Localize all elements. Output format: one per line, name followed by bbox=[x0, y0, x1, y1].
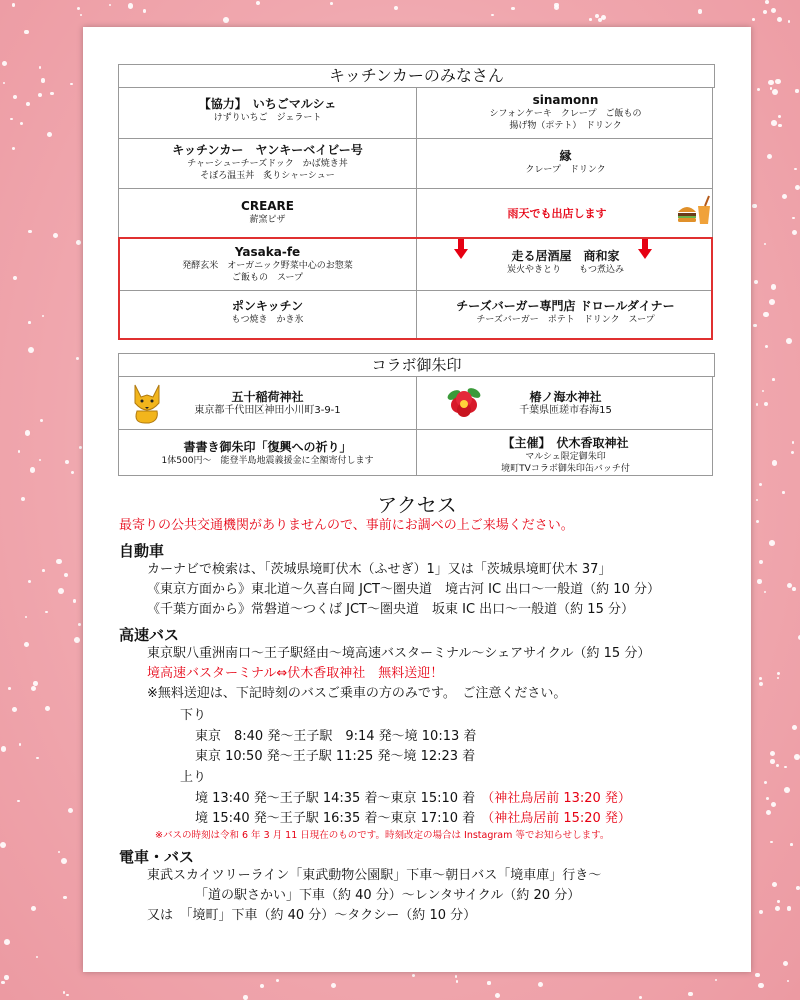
snow-dot bbox=[796, 886, 800, 890]
snow-dot bbox=[787, 980, 789, 982]
snow-dot bbox=[24, 30, 28, 34]
snow-dot bbox=[765, 345, 768, 348]
snow-dot bbox=[80, 14, 82, 16]
snow-dot bbox=[792, 217, 795, 220]
snow-dot bbox=[143, 9, 147, 13]
snow-dot bbox=[495, 993, 500, 998]
snow-dot bbox=[759, 682, 764, 687]
snow-dot bbox=[795, 185, 800, 190]
snow-dot bbox=[755, 973, 759, 977]
snow-dot bbox=[73, 599, 77, 603]
snow-dot bbox=[764, 402, 768, 406]
collab-table bbox=[118, 376, 713, 476]
vendor-ichigo-marche: 【協力】 いちごマルシェ けずりいちご ジェラート bbox=[198, 97, 337, 123]
snow-dot bbox=[47, 132, 52, 137]
snow-dot bbox=[759, 677, 762, 680]
snow-dot bbox=[12, 147, 15, 150]
bus-shuttle-note: ※無料送迎は、下記時刻のバスご乗車の方のみです。 ご注意ください。 bbox=[147, 686, 567, 701]
up-timetable: 境 13:40 発～王子駅 14:35 着～東京 15:10 着 （神社鳥居前 13:20 発） bbox=[195, 791, 631, 806]
snow-dot bbox=[18, 450, 20, 452]
snow-dot bbox=[30, 467, 36, 473]
snow-dot bbox=[25, 430, 31, 436]
snow-dot bbox=[772, 378, 775, 381]
footnote: ※バスの時刻は令和 6 年 3 月 11 日現在のものです。時刻改定の場合は Instagram 等でお知らせします。 bbox=[155, 830, 610, 841]
goshuin-fukko: 書書き御朱印「復興への祈り」 1体500円～ 能登半島地震義援金に全額寄付します bbox=[161, 440, 374, 466]
snow-dot bbox=[330, 2, 333, 5]
snow-dot bbox=[759, 483, 762, 486]
snow-dot bbox=[794, 168, 797, 171]
snow-dot bbox=[79, 446, 82, 449]
snow-dot bbox=[4, 939, 10, 945]
snow-dot bbox=[45, 706, 50, 711]
vendor-yasaka-fe: Yasaka-fe 発酵玄米 オーガニック野菜中心のお惣菜 ご飯もの スープ bbox=[182, 245, 353, 283]
snow-dot bbox=[759, 910, 763, 914]
snow-dot bbox=[58, 851, 60, 853]
up-timetable: 境 15:40 発～王子駅 16:35 着～東京 17:10 着 （神社鳥居前 15:20 発） bbox=[195, 811, 631, 826]
snow-dot bbox=[3, 82, 5, 84]
snow-dot bbox=[20, 122, 23, 125]
shrine-isoinari: 五十稲荷神社 東京都千代田区神田小川町3-9-1 bbox=[194, 390, 341, 416]
snow-dot bbox=[256, 1, 260, 5]
snow-dot bbox=[771, 120, 777, 126]
snow-dot bbox=[42, 315, 44, 317]
snow-dot bbox=[778, 124, 782, 128]
snow-dot bbox=[58, 588, 64, 594]
snow-dot bbox=[39, 66, 41, 68]
snow-dot bbox=[38, 93, 42, 97]
snow-dot bbox=[770, 759, 775, 764]
vendor-en: 縁 クレープ ドリンク bbox=[525, 149, 606, 175]
snow-dot bbox=[31, 906, 36, 911]
snow-dot bbox=[66, 994, 68, 996]
kitchen-table bbox=[118, 87, 713, 340]
snow-dot bbox=[13, 95, 17, 99]
snow-dot bbox=[56, 559, 61, 564]
snow-dot bbox=[776, 764, 779, 767]
snow-dot bbox=[769, 299, 775, 305]
snow-dot bbox=[31, 686, 36, 691]
snow-dot bbox=[25, 616, 27, 618]
kitchen-header: キッチンカーのみなさん bbox=[118, 64, 715, 88]
down-timetable: 東京 8:40 発～王子駅 9:14 発～境 10:13 着 bbox=[195, 729, 477, 744]
access-title: アクセス bbox=[377, 493, 457, 517]
snow-dot bbox=[771, 8, 776, 13]
snow-dot bbox=[78, 623, 81, 626]
snow-dot bbox=[772, 882, 777, 887]
vendor-droll-diner: チーズバーガー専門店 ドロールダイナー チーズバーガー ポテト ドリンク スープ bbox=[456, 299, 675, 325]
snow-dot bbox=[792, 587, 796, 591]
snow-dot bbox=[777, 672, 780, 675]
train-heading: 電車・バス bbox=[119, 848, 195, 866]
snow-dot bbox=[39, 459, 41, 461]
snow-dot bbox=[795, 89, 798, 92]
snow-dot bbox=[70, 83, 72, 85]
snow-dot bbox=[412, 974, 416, 978]
snow-dot bbox=[772, 460, 777, 465]
snow-dot bbox=[766, 797, 769, 800]
snow-dot bbox=[688, 992, 693, 997]
snow-dot bbox=[68, 808, 73, 813]
snow-dot bbox=[28, 347, 34, 353]
snow-dot bbox=[589, 18, 592, 21]
snow-dot bbox=[28, 321, 31, 324]
snow-dot bbox=[787, 583, 792, 588]
snow-dot bbox=[2, 61, 7, 66]
snow-dot bbox=[40, 419, 43, 422]
snow-dot bbox=[538, 982, 543, 987]
snow-dot bbox=[76, 240, 81, 245]
snow-dot bbox=[639, 996, 642, 999]
snow-dot bbox=[792, 441, 794, 443]
snow-dot bbox=[74, 637, 80, 643]
up-label: 上り bbox=[180, 770, 207, 785]
snow-dot bbox=[792, 725, 797, 730]
train-line: 東武スカイツリーライン「東武動物公園駅」下車～朝日バス「境車庫」行き～ bbox=[147, 868, 602, 883]
snow-dot bbox=[766, 810, 771, 815]
snow-dot bbox=[511, 7, 514, 10]
down-label: 下り bbox=[180, 708, 207, 723]
snow-dot bbox=[769, 540, 775, 546]
snow-dot bbox=[777, 900, 779, 902]
snow-dot bbox=[17, 800, 20, 803]
snow-dot bbox=[26, 102, 30, 106]
snow-dot bbox=[1, 981, 4, 984]
snow-dot bbox=[763, 312, 769, 318]
snow-dot bbox=[771, 284, 776, 289]
snow-dot bbox=[8, 687, 11, 690]
snow-dot bbox=[28, 230, 31, 233]
snow-dot bbox=[784, 766, 786, 768]
snow-dot bbox=[790, 843, 793, 846]
snow-dot bbox=[758, 983, 764, 989]
vendor-yankee-baby: キッチンカー ヤンキーベイビー号 チャーシューチーズドック かば焼き丼 そぼろ温玉丼 炙りシャーシュー bbox=[172, 143, 363, 181]
snow-dot bbox=[4, 975, 9, 980]
vendor-pon-kitchen: ポンキッチン もつ焼き かき氷 bbox=[231, 299, 304, 325]
car-line: 《東京方面から》東北道～久喜白岡 JCT～圏央道 境古河 IC 出口～一般道（約 10 分） bbox=[147, 582, 660, 597]
snow-dot bbox=[36, 956, 39, 959]
snow-dot bbox=[794, 754, 800, 760]
snow-dot bbox=[792, 230, 797, 235]
snow-dot bbox=[61, 858, 67, 864]
car-line: カーナビで検索は、「茨城県境町伏木（ふせぎ）1」又は「茨城県境町伏木 37」 bbox=[147, 562, 612, 577]
snow-dot bbox=[791, 451, 795, 455]
collab-header: コラボ御朱印 bbox=[118, 353, 715, 377]
snow-dot bbox=[128, 3, 133, 8]
snow-dot bbox=[770, 841, 772, 843]
snow-dot bbox=[784, 787, 790, 793]
snow-dot bbox=[13, 276, 17, 280]
snow-dot bbox=[36, 757, 38, 759]
snow-dot bbox=[772, 89, 778, 95]
shrine-tsubakinoumi: 椿ノ海水神社 千葉県匝瑳市春海15 bbox=[519, 390, 612, 416]
bus-route: 東京駅八重洲南口～王子駅経由～境高速バスターミナル～シェアサイクル（約 15 分） bbox=[147, 646, 651, 661]
snow-dot bbox=[19, 743, 22, 746]
snow-dot bbox=[759, 560, 763, 564]
snow-dot bbox=[50, 92, 54, 96]
snow-dot bbox=[12, 707, 17, 712]
snow-dot bbox=[782, 491, 784, 493]
snow-dot bbox=[109, 4, 111, 6]
snow-dot bbox=[76, 357, 80, 361]
snow-dot bbox=[276, 979, 279, 982]
snow-dot bbox=[786, 338, 792, 344]
snow-dot bbox=[770, 751, 775, 756]
snow-dot bbox=[21, 497, 25, 501]
snow-dot bbox=[487, 981, 490, 984]
snow-dot bbox=[757, 88, 760, 91]
snow-dot bbox=[0, 842, 6, 848]
burger-drink-icon bbox=[674, 194, 714, 230]
snow-dot bbox=[756, 499, 759, 502]
snow-dot bbox=[757, 579, 762, 584]
car-heading: 自動車 bbox=[119, 542, 165, 560]
down-timetable: 東京 10:50 発～王子駅 11:25 発～境 12:23 着 bbox=[195, 749, 476, 764]
snow-dot bbox=[394, 6, 399, 11]
snow-dot bbox=[764, 243, 767, 246]
snow-dot bbox=[756, 520, 759, 523]
train-line: 「道の駅さかい」下車（約 40 分）～レンタサイクル（約 20 分） bbox=[195, 888, 581, 903]
snow-dot bbox=[456, 980, 459, 983]
snow-dot bbox=[53, 233, 58, 238]
flyer-sheet bbox=[83, 27, 751, 972]
snow-dot bbox=[777, 677, 779, 679]
snow-dot bbox=[41, 78, 45, 82]
snow-dot bbox=[331, 983, 336, 988]
snow-dot bbox=[752, 204, 756, 208]
snow-dot bbox=[71, 471, 74, 474]
snow-dot bbox=[42, 569, 45, 572]
rain-notice: 雨天でも出店します bbox=[507, 207, 607, 220]
snow-dot bbox=[33, 681, 38, 686]
vendor-showaya: 走る居酒屋 商和家 炭火やきとり もつ煮込み bbox=[506, 249, 624, 275]
access-notice: 最寄りの公共交通機関がありませんので、事前にお調べの上ご来場ください。 bbox=[119, 518, 574, 533]
snow-dot bbox=[771, 802, 776, 807]
snow-dot bbox=[768, 80, 774, 86]
snow-dot bbox=[753, 324, 756, 327]
car-line: 《千葉方面から》常磐道～つくば JCT～圏央道 坂東 IC 出口～一般道（約 15 分） bbox=[147, 602, 634, 617]
snow-dot bbox=[756, 403, 758, 405]
snow-dot bbox=[28, 580, 31, 583]
snow-dot bbox=[65, 460, 69, 464]
snow-dot bbox=[762, 390, 764, 392]
snow-dot bbox=[764, 781, 767, 784]
snow-dot bbox=[77, 7, 80, 10]
snow-dot bbox=[754, 280, 758, 284]
snow-dot bbox=[63, 991, 65, 993]
snow-dot bbox=[764, 591, 766, 593]
vendor-creare: CREARE 薪窯ピザ bbox=[241, 199, 294, 225]
snow-dot bbox=[223, 17, 229, 23]
snow-dot bbox=[1, 746, 6, 751]
snow-dot bbox=[24, 642, 29, 647]
bus-free-shuttle: 境高速バスターミナル⇔伏木香取神社 無料送迎！ bbox=[147, 666, 444, 681]
shrine-fusegi-katori: 【主催】 伏木香取神社 マルシェ限定御朱印 境町TVコラボ御朱印缶バッチ付 bbox=[501, 436, 630, 474]
snow-dot bbox=[752, 18, 755, 21]
snow-dot bbox=[787, 906, 792, 911]
snow-dot bbox=[778, 115, 781, 118]
snow-dot bbox=[775, 906, 780, 911]
snow-dot bbox=[491, 14, 493, 16]
snow-dot bbox=[260, 984, 264, 988]
snow-dot bbox=[12, 3, 15, 6]
snow-dot bbox=[715, 979, 718, 982]
snow-dot bbox=[595, 14, 599, 18]
snow-dot bbox=[783, 961, 788, 966]
bus-heading: 高速バス bbox=[119, 626, 180, 644]
snow-dot bbox=[45, 611, 47, 613]
snow-dot bbox=[770, 87, 773, 90]
snow-dot bbox=[763, 10, 767, 14]
snow-dot bbox=[698, 9, 703, 14]
train-line: 又は 「境町」下車（約 40 分）～タクシー（約 10 分） bbox=[147, 908, 477, 923]
snow-dot bbox=[775, 79, 781, 85]
snow-dot bbox=[598, 18, 602, 22]
snow-dot bbox=[777, 17, 782, 22]
snow-dot bbox=[64, 573, 68, 577]
snow-dot bbox=[243, 995, 248, 1000]
snow-dot bbox=[455, 975, 458, 978]
snow-dot bbox=[782, 194, 787, 199]
snow-dot bbox=[10, 118, 13, 121]
snow-dot bbox=[765, 0, 769, 4]
snow-dot bbox=[767, 154, 772, 159]
snow-dot bbox=[63, 896, 66, 899]
vendor-sinamonn: sinamonn シフォンケーキ クレープ ご飯もの 揚げ物（ポテト） ドリンク bbox=[489, 93, 642, 131]
snow-dot bbox=[788, 20, 791, 23]
